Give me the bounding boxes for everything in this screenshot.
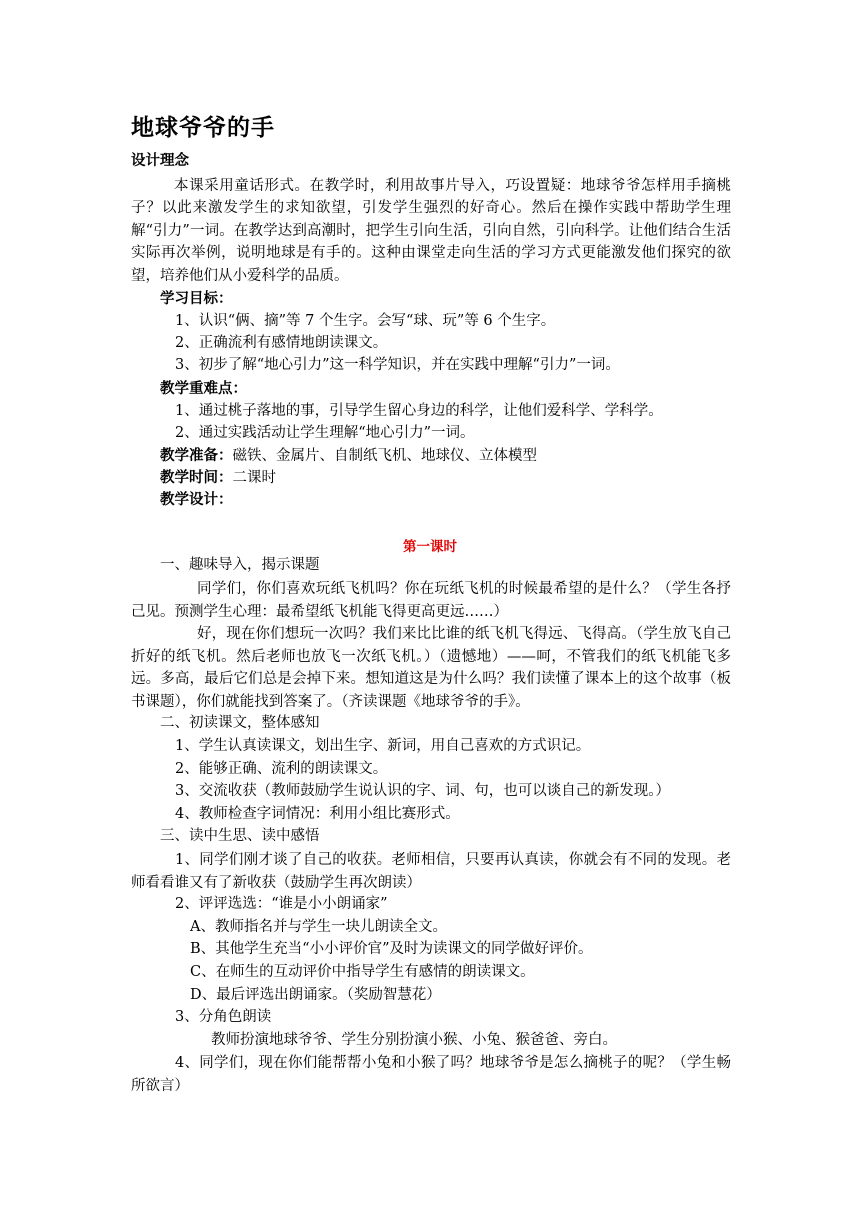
section1-heading: 一、趣味导入，揭示课题 — [160, 557, 320, 573]
section2-item-4: 4、教师检查字词情况：利用小组比赛形式。 — [175, 806, 460, 822]
design-paragraph: 本课采用童话形式。在教学时，利用故事片导入，巧设置疑：地球爷爷怎样用手摘桃子？以此来激发学生的求知欲望，引发学生强烈的好奇心。然后在操作实践中帮助学生理解“引力”一词。在教学达到高潮时，把学生引向生活，引向自然，引向科学。让他们结合生活实际再次举例，说明地球是有手的。这种由课堂走向生活的学习方式更能激发他们探究的欲望，培养他们从小爱科学的品质。 — [131, 178, 731, 284]
section3-item-3-text: 教师扮演地球爷爷、学生分别扮演小猴、小兔、猴爸爸、旁白。 — [211, 1032, 617, 1048]
section3-subitem-b: B、其他学生充当“小小评价官”及时为读课文的同学做好评价。 — [190, 941, 593, 957]
goals-heading: 学习目标： — [160, 290, 233, 307]
section2-item-1: 1、学生认真读课文，划出生字、新词，用自己喜欢的方式识记。 — [175, 738, 591, 754]
time-heading: 教学时间： — [160, 469, 233, 486]
keypoint-item-1: 1、通过桃子落地的事，引导学生留心身边的科学，让他们爱科学、学科学。 — [175, 403, 663, 419]
section3-heading: 三、读中生思、读中感悟 — [160, 828, 320, 844]
design2-heading: 教学设计： — [160, 491, 233, 508]
section3-subitem-c: C、在师生的互动评价中指导学生有感情的朗读课文。 — [190, 964, 535, 980]
section2-item-2: 2、能够正确、流利的朗读课文。 — [175, 761, 388, 777]
lesson-title: 第一课时 — [403, 539, 457, 555]
section3-item-2: 2、评评选选：“谁是小小朗诵家” — [175, 896, 388, 912]
section1-paragraph-1: 同学们，你们喜欢玩纸飞机吗？你在玩纸飞机的时候最希望的是什么？（学生各抒己见。预测学生心理：最希望纸飞机能飞得更高更远……） — [131, 581, 731, 620]
section3-item-3: 3、分角色朗读 — [175, 1009, 272, 1025]
section3-paragraph-1: 1、同学们刚才谈了自己的收获。老师相信，只要再认真读，你就会有不同的发现。老师看看谁又有了新收获（鼓励学生再次朗读） — [131, 852, 731, 891]
section3-subitem-a: A、教师指名并与学生一块儿朗读全文。 — [190, 919, 447, 935]
design-heading: 设计理念 — [131, 152, 189, 169]
goal-item-1: 1、认识“俩、摘”等 7 个生字。会写“球、玩”等 6 个生字。 — [175, 313, 556, 329]
time-text: 二课时 — [232, 470, 276, 486]
section2-heading: 二、初读课文，整体感知 — [160, 715, 320, 731]
goal-item-2: 2、正确流利有感情地朗读课文。 — [175, 335, 388, 351]
keypoint-item-2: 2、通过实践活动让学生理解“地心引力”一词。 — [175, 425, 475, 441]
section1-paragraph-2: 好，现在你们想玩一次吗？我们来比比谁的纸飞机飞得远、飞得高。（学生放飞自己折好的纸飞机。然后老师也放飞一次纸飞机。）（遗憾地）——呵，不管我们的纸飞机能飞多远。多高，最后它们总是会掉下来。想知道这是为什么吗？我们读懂了课本上的这个故事（板书课题），你们就能找到答案了。（齐读课题《地球爷爷的手》。 — [131, 626, 731, 710]
section3-subitem-d: D、最后评选出朗诵家。（奖励智慧花） — [190, 987, 441, 1003]
goal-item-3: 3、初步了解“地心引力”这一科学知识，并在实践中理解“引力”一词。 — [175, 357, 620, 373]
prep-heading: 教学准备： — [160, 447, 233, 464]
prep-line — [160, 445, 537, 467]
prep-text: 磁铁、金属片、自制纸飞机、地球仪、立体模型 — [232, 448, 537, 464]
time-line — [160, 467, 276, 489]
section2-item-3: 3、交流收获（教师鼓励学生说认识的字、词、句，也可以谈自己的新发现。） — [175, 783, 670, 799]
keypoints-heading: 教学重难点： — [160, 380, 247, 397]
section3-paragraph-4: 4、同学们，现在你们能帮帮小兔和小猴了吗？地球爷爷是怎么摘桃子的呢？（学生畅所欲言） — [131, 1055, 731, 1094]
page-title: 地球爷爷的手 — [131, 114, 275, 141]
